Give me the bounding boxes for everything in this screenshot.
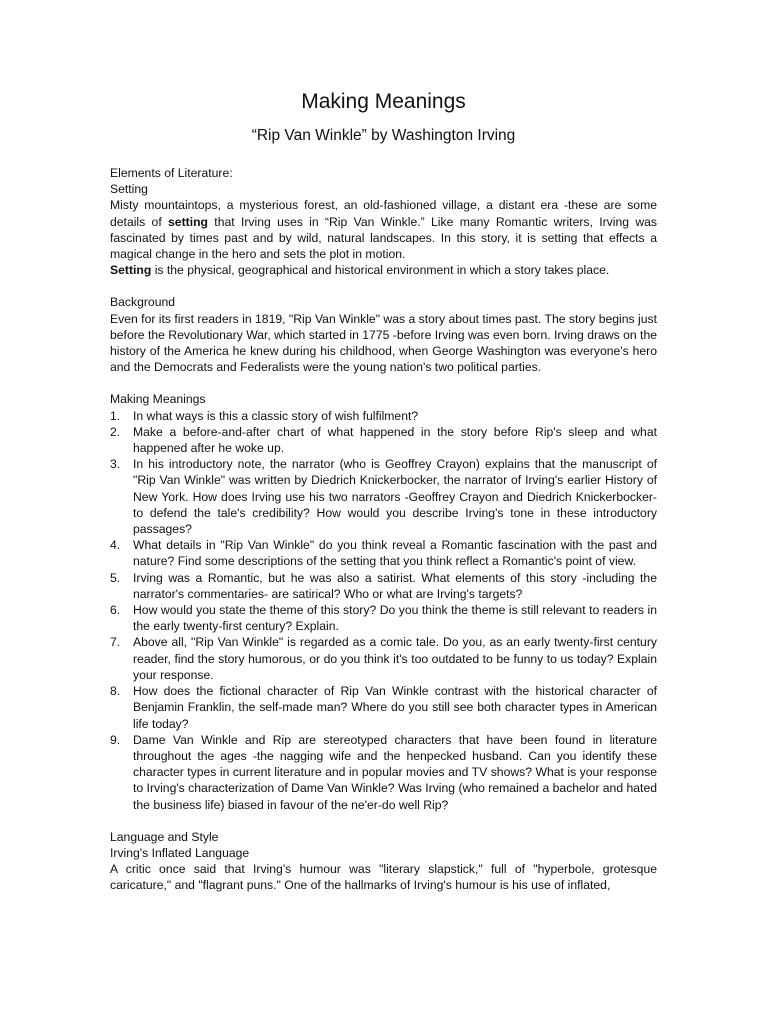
list-item xyxy=(110,602,657,634)
list-item xyxy=(110,683,657,732)
setting-paragraph xyxy=(110,197,657,262)
list-item xyxy=(110,570,657,602)
list-number: 8. xyxy=(110,684,121,699)
question-text: In his introductory note, the narrator (who is Geoffrey Crayon) explains that the manuscript of "Rip Van Winkle" was written by Diedrich Knickerbocker, the narrator of Irving's earlier History of New York. How does Irving use his two narrators -Geoffrey Crayon and Diedrich Knickerbocker- to defend the tale's credibility? How would you describe Irving's tone in these introductory passages? xyxy=(133,457,657,537)
making-meanings-heading: Making Meanings xyxy=(110,392,206,407)
list-number: 4. xyxy=(110,538,121,553)
page-title: Making Meanings xyxy=(301,90,466,113)
list-number: 7. xyxy=(110,635,121,650)
list-number: 1. xyxy=(110,408,121,423)
spacer xyxy=(110,813,657,829)
list-number: 5. xyxy=(110,570,121,585)
background-paragraph: Even for its first readers in 1819, "Rip Van Winkle" was a story about times past. The story begins just before the Revolutionary War, which started in 1775 -before Irving was even born. Irving draws on the history of the America he knew during his childhood, when George Washington was everyone's hero and the Democrats and Federalists were the young nation's two political parties. xyxy=(110,311,657,375)
setting-text-b: that Irving uses in “Rip Van Winkle.” Like many Romantic writers, Irving was fascinated by times past and by wild, natural landscapes. In this story, it is setting that effects a magical change in the hero and sets the plot in motion. xyxy=(110,214,657,262)
list-item xyxy=(110,732,657,813)
question-text: Above all, "Rip Van Winkle" is regarded as a comic tale. Do you, as an early twenty-first century reader, find the story humorous, or do you think it's too outdated to be funny to us today? Explain your response. xyxy=(133,635,657,682)
list-item xyxy=(110,634,657,683)
list-item xyxy=(110,456,657,537)
document-body xyxy=(110,165,657,894)
list-item xyxy=(110,408,657,424)
spacer xyxy=(110,278,657,294)
list-number: 2. xyxy=(110,424,121,439)
setting-text-a: Misty mountaintops, a mysterious forest, an old-fashioned village, a distant era -these are some details of xyxy=(110,198,657,229)
list-number: 3. xyxy=(110,457,121,472)
setting-definition xyxy=(110,262,657,278)
language-heading: Language and Style xyxy=(110,829,219,844)
page-subtitle: “Rip Van Winkle” by Washington Irving xyxy=(251,127,516,144)
question-text: Irving was a Romantic, but he was also a satirist. What elements of this story -including the narrator's commentaries- are satirical? Who or what are Irving's targets? xyxy=(133,570,657,601)
questions-list xyxy=(110,408,657,813)
question-text: Dame Van Winkle and Rip are stereotyped characters that have been found in literature throughout the ages -the nagging wife and the henpecked husband. Can you identify these character types in current literature and in popular movies and TV shows? What is your response to Irving's characterization of Dame Van Winkle? Was Irving (who remained a bachelor and hated the business life) biased in favour of the ne'er-do well Rip? xyxy=(133,732,657,812)
elements-heading: Elements of Literature: xyxy=(110,166,233,180)
question-text: What details in "Rip Van Winkle" do you think reveal a Romantic fascination with the past and nature? Find some descriptions of the setting that you think reflect a Romantic's point of view. xyxy=(133,538,657,569)
background-heading: Background xyxy=(110,295,176,310)
question-text: How would you state the theme of this story? Do you think the theme is still relevant to readers in the early twenty-first century? Explain. xyxy=(133,603,657,634)
setting-definition-text: is the physical, geographical and historical environment in which a story takes place. xyxy=(151,263,610,278)
spacer xyxy=(110,375,657,391)
list-item xyxy=(110,537,657,569)
document-page xyxy=(110,88,657,894)
language-subheading: Irving's Inflated Language xyxy=(110,845,250,860)
question-text: How does the fictional character of Rip Van Winkle contrast with the historical character of Benjamin Franklin, the self-made man? Where do you still see both character types in American life today? xyxy=(133,684,657,731)
setting-heading: Setting xyxy=(110,182,148,197)
list-number: 9. xyxy=(110,732,121,747)
list-number: 6. xyxy=(110,603,121,618)
question-text: Make a before-and-after chart of what happened in the story before Rip's sleep and what happened after he woke up. xyxy=(133,424,657,456)
setting-definition-term: Setting xyxy=(110,263,152,278)
list-item xyxy=(110,424,657,456)
question-text: In what ways is this a classic story of wish fulfilment? xyxy=(133,408,419,423)
language-paragraph: A critic once said that Irving's humour was "literary slapstick," full of "hyperbole, grotesque caricature," and "flagrant puns." One of the hallmarks of Irving's humour is his use of inflated, xyxy=(110,862,657,893)
setting-bold-term: setting xyxy=(168,214,208,229)
